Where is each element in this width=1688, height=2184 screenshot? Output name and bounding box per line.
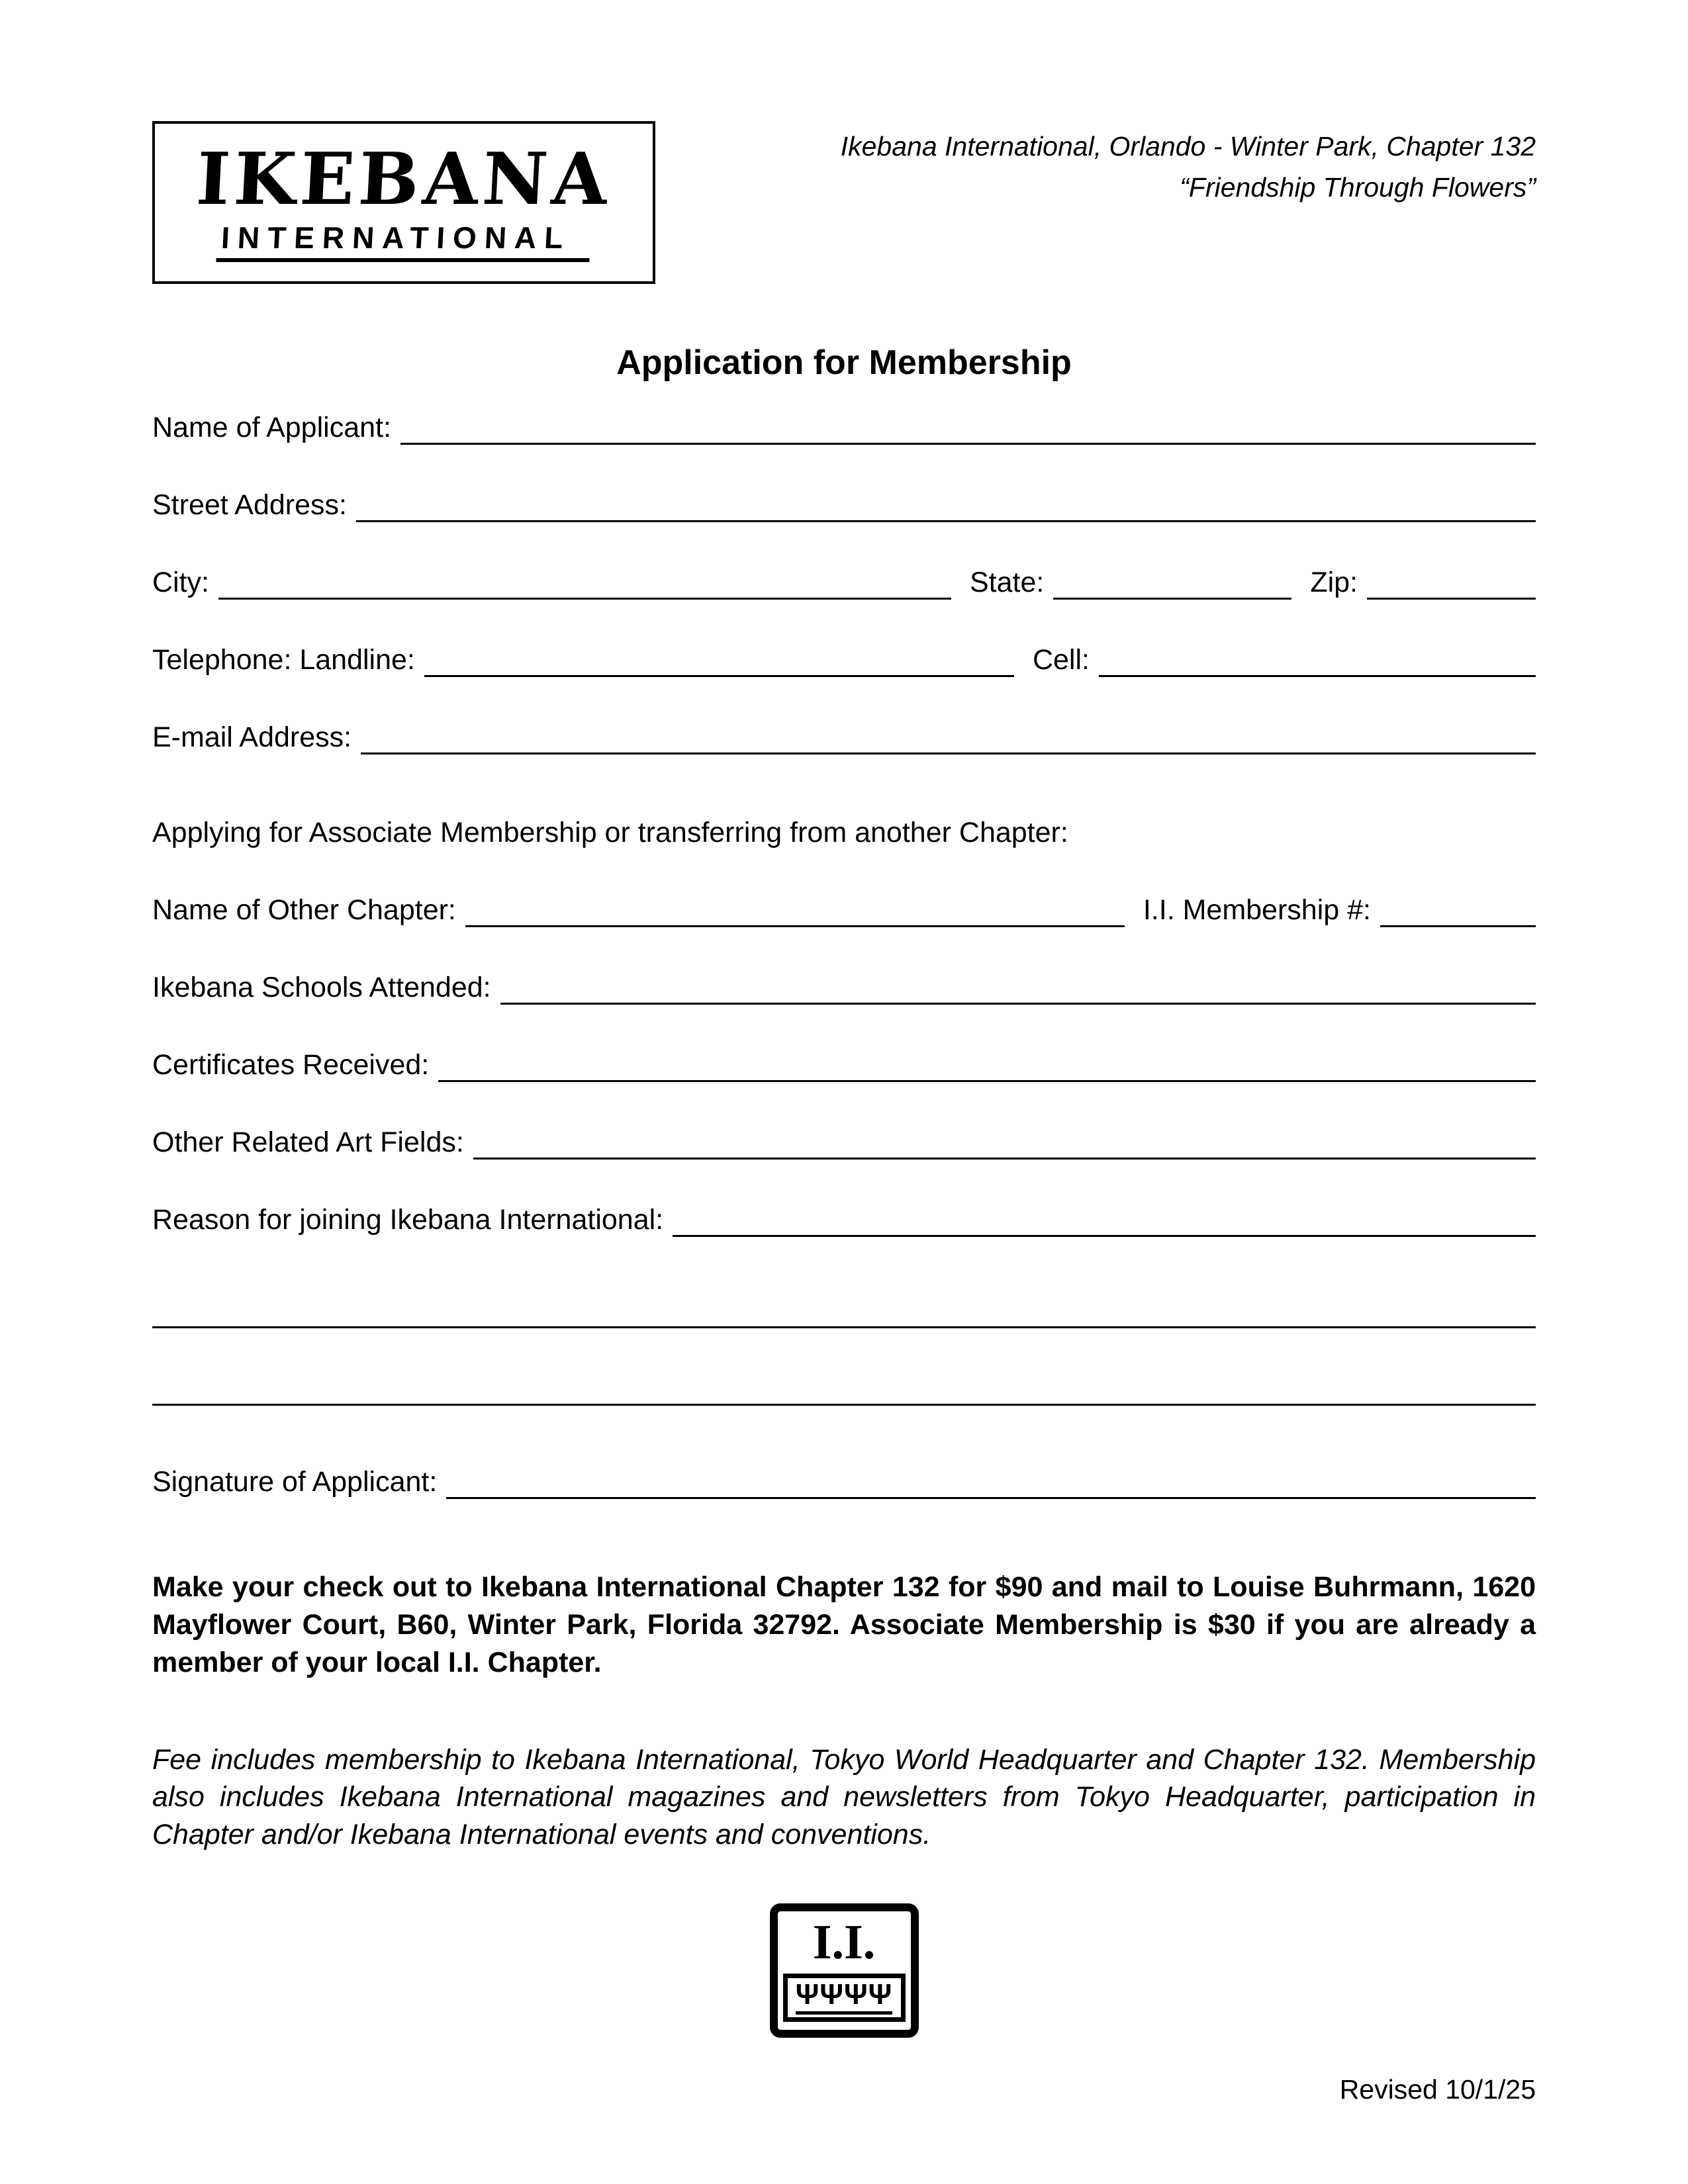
payment-instructions: Make your check out to Ikebana International Chapter 132 for $90 and mail to Louise Buhrmann, 1620 Mayflower Court, B60, Winter Park, Florida 32792. Associate Membership is $30 if you are already a member of your local I.I. Chapter. xyxy=(152,1571,1536,1678)
name-of-applicant-blank[interactable] xyxy=(400,410,1536,445)
city-label: City: xyxy=(152,567,209,599)
ii-seal-text: I.I. xyxy=(812,1915,876,1970)
signature-label: Signature of Applicant: xyxy=(152,1466,438,1498)
state-blank[interactable] xyxy=(1053,565,1291,600)
field-row-signature xyxy=(152,1464,1536,1499)
reason-continuation-row-2 xyxy=(152,1371,1536,1406)
chapter-name-line: Ikebana International, Orlando - Winter Park, Chapter 132 xyxy=(840,131,1536,161)
field-row-name-of-applicant xyxy=(152,410,1536,445)
street-address-label: Street Address: xyxy=(152,489,347,522)
field-row-telephone xyxy=(152,642,1536,677)
fee-details: Fee includes membership to Ikebana International, Tokyo World Headquarter and Chapter 132. Membership also includes Ikebana International magazines and newsletters from Tokyo Headquarter, participation in Chapter and/or Ikebana International events and conventions. xyxy=(152,1743,1536,1851)
other-art-fields-blank[interactable] xyxy=(473,1124,1536,1160)
landline-blank[interactable] xyxy=(424,642,1014,677)
name-of-applicant-label: Name of Applicant: xyxy=(152,412,391,444)
certificates-received-label: Certificates Received: xyxy=(152,1049,430,1081)
field-row-certificates xyxy=(152,1047,1536,1082)
reason-for-joining-label: Reason for joining Ikebana International: xyxy=(152,1204,664,1236)
application-form xyxy=(152,410,1536,1499)
field-row-other-chapter xyxy=(152,892,1536,927)
zip-blank[interactable] xyxy=(1367,565,1536,600)
field-row-email xyxy=(152,719,1536,754)
cell-blank[interactable] xyxy=(1099,642,1536,677)
certificates-received-blank[interactable] xyxy=(438,1047,1536,1082)
ii-seal-logo xyxy=(770,1903,919,2038)
ii-membership-number-blank[interactable] xyxy=(1380,892,1536,927)
revised-date: Revised 10/1/25 xyxy=(1339,2074,1536,2105)
street-address-blank[interactable] xyxy=(356,487,1536,522)
email-blank[interactable] xyxy=(361,719,1536,754)
associate-membership-text: Applying for Associate Membership or transferring from another Chapter: xyxy=(152,817,1068,849)
email-address-label: E-mail Address: xyxy=(152,721,352,754)
ii-membership-number-label: I.I. Membership #: xyxy=(1143,894,1371,927)
cell-label: Cell: xyxy=(1032,644,1090,676)
ii-seal-emblem xyxy=(783,1974,906,2022)
associate-membership-text-row xyxy=(152,815,1536,850)
reason-continuation-blank-2[interactable] xyxy=(152,1371,1536,1406)
other-art-fields-label: Other Related Art Fields: xyxy=(152,1126,464,1159)
ii-seal-flower-glyphs: ΨΨΨΨ xyxy=(796,1979,892,2015)
page-header xyxy=(152,121,1536,284)
reason-for-joining-blank[interactable] xyxy=(673,1202,1536,1237)
other-chapter-blank[interactable] xyxy=(465,892,1125,927)
schools-attended-label: Ikebana Schools Attended: xyxy=(152,972,491,1004)
telephone-landline-label: Telephone: Landline: xyxy=(152,644,415,676)
field-row-art-fields xyxy=(152,1124,1536,1160)
reason-continuation-row-1 xyxy=(152,1293,1536,1328)
reason-continuation-blank-1[interactable] xyxy=(152,1293,1536,1328)
city-blank[interactable] xyxy=(218,565,951,600)
chapter-motto-line: “Friendship Through Flowers” xyxy=(1180,171,1536,203)
other-chapter-label: Name of Other Chapter: xyxy=(152,894,456,927)
page-title: Application for Membership xyxy=(616,343,1072,382)
signature-blank[interactable] xyxy=(446,1464,1536,1499)
ikebana-international-logo xyxy=(152,121,655,284)
state-label: State: xyxy=(969,567,1045,599)
logo-word-ikebana: IKEBANA xyxy=(194,137,614,221)
field-row-city-state-zip xyxy=(152,565,1536,600)
zip-label: Zip: xyxy=(1310,567,1358,599)
field-row-schools-attended xyxy=(152,970,1536,1005)
logo-word-international: INTERNATIONAL xyxy=(216,219,592,262)
field-row-street-address xyxy=(152,487,1536,522)
schools-attended-blank[interactable] xyxy=(500,970,1536,1005)
chapter-heading xyxy=(841,126,1536,208)
field-row-reason xyxy=(152,1202,1536,1237)
